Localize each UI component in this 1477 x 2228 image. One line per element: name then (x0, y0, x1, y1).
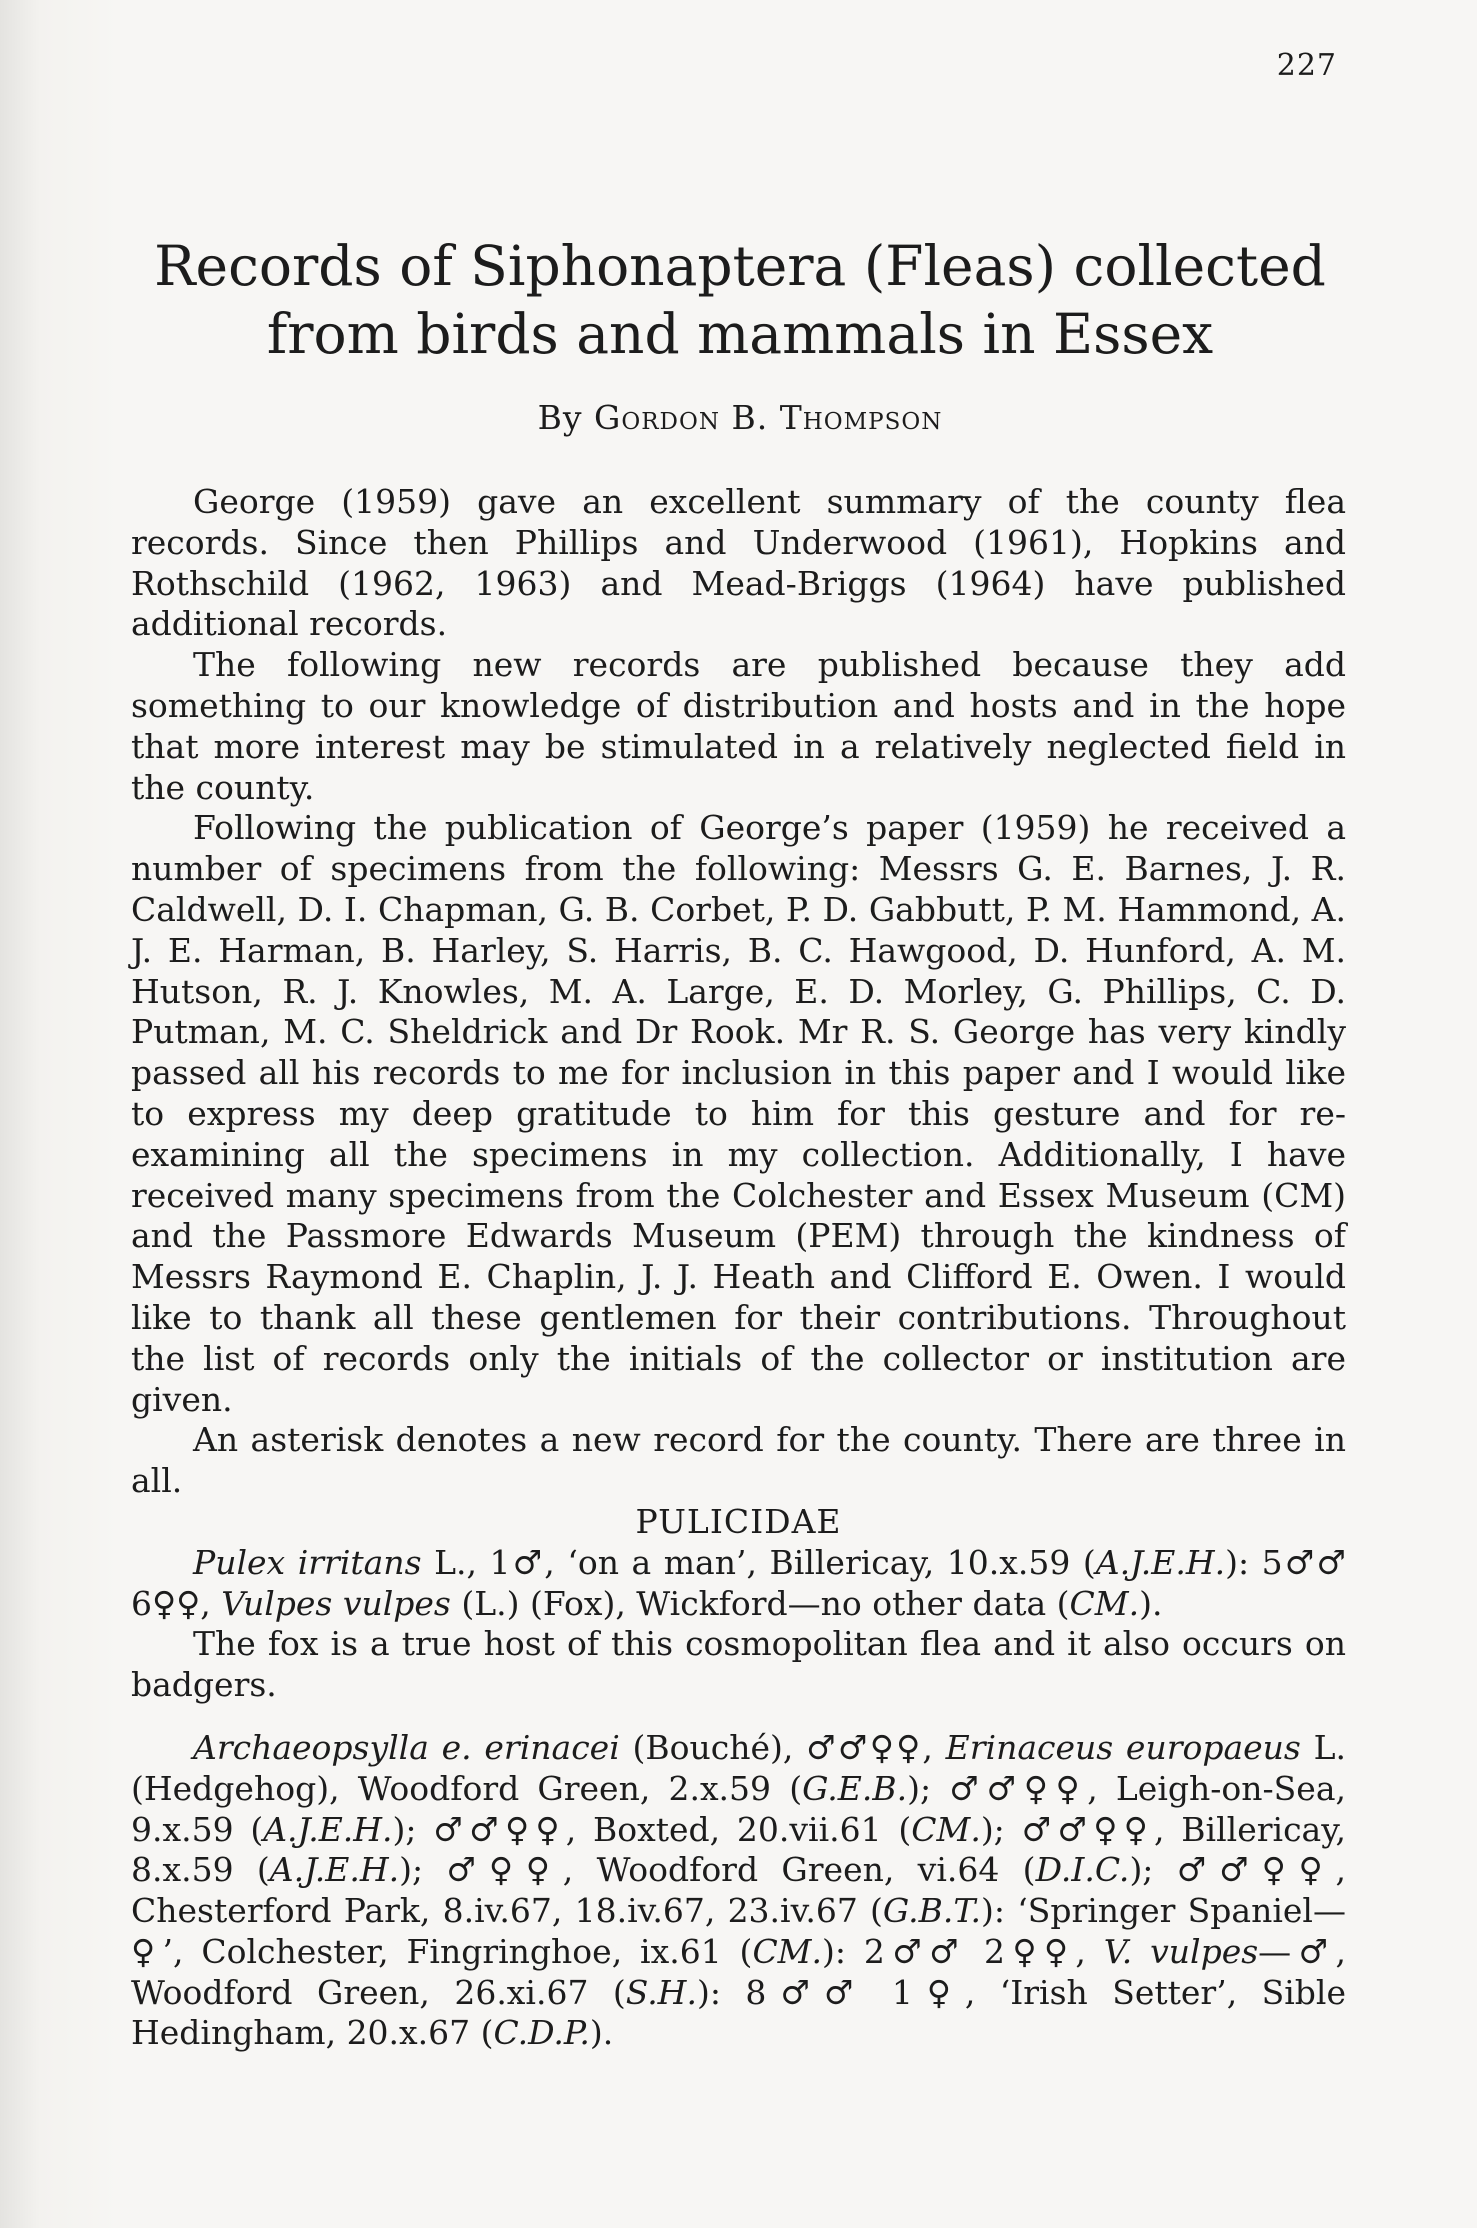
article-body (131, 482, 1346, 2054)
species-name: Pulex irritans (193, 1542, 422, 1582)
collector-initials: D.I.C. (1035, 1850, 1130, 1890)
species-subspecies: erinacei (484, 1727, 620, 1767)
collector-initials: G.E.B. (802, 1768, 908, 1808)
collector-initials: C.D.P. (493, 2013, 590, 2053)
collector-initials: S.H. (625, 1972, 697, 2012)
host-name: V. vulpes (1103, 1931, 1259, 1971)
author-name: Gordon B. Thompson (594, 398, 943, 437)
collector-initials: A.J.E.H. (263, 1809, 393, 1849)
host-name: Erinaceus europaeus (945, 1727, 1301, 1767)
collector-initials: CM. (1069, 1583, 1140, 1623)
section-heading: PULICIDAE (635, 1501, 842, 1541)
host-name: Vulpes vulpes (221, 1583, 451, 1623)
record-pulex-irritans: Pulex irritans L., 1♂, ‘on a man’, Billericay, 10.x.59 (A.J.E.H.): 5♂♂ 6♀♀, Vulpes vulpes (L.) (Fox), Wickford—no other data (CM.). (131, 1542, 1346, 1623)
byline-by: By (537, 398, 583, 437)
species-genus: Archaeopsylla (193, 1727, 429, 1767)
record-note: The fox is a true host of this cosmopolitan flea and it also occurs on badgers. (131, 1624, 1346, 1705)
paragraph-purpose: The following new records are published because they add something to our knowledge of distribution and hosts and in the hope that more interest may be stimulated in a relatively neglected field in the county. (131, 645, 1346, 807)
paragraph-intro: George (1959) gave an excellent summary of the county flea records. Since then Phillips and Underwood (1961), Hopkins and Rothschild (1962, 1963) and Mead-Briggs (1964) have published additional records. (131, 482, 1346, 644)
paragraph-acknowledgements: Following the publication of George’s paper (1959) he received a number of specimens from the following: Messrs G. E. Barnes, J. R. Caldwell, D. I. Chapman, G. B. Corbet, P. D. Gabbutt, P. M. Hammond, A. J. E. Harman, B. Harley, S. Harris, B. C. Hawgood, D. Hunford, A. M. Hutson, R. J. Knowles, M. A. Large, E. D. Morley, G. Phillips, C. D. Putman, M. C. Sheldrick and Dr Rook. Mr R. S. George has very kindly passed all his records to me for inclusion in this paper and I would like to express my deep gratitude to him for this gesture and for re-examining all the specimens in my collection. Additionally, I have received many specimens from the Colchester and Essex Museum (CM) and the Passmore Edwards Museum (PEM) through the kindness of Messrs Raymond E. Chaplin, J. J. Heath and Clifford E. Owen. I would like to thank all these gentlemen for their contributions. Throughout the list of records only the initials of the collector or institution are given. (131, 808, 1346, 1419)
record-archaeopsylla: Archaeopsylla e. erinacei (Bouché), ♂♂♀♀, Erinaceus europaeus L. (Hedgehog), Woodford Green, 2.x.59 (G.E.B.); ♂♂♀♀, Leigh-on-Sea, 9.x.59 (A.J.E.H.); ♂♂♀♀, Boxted, 20.vii.61 (CM.); ♂♂♀♀, Billericay, 8.x.59 (A.J.E.H.); ♂♀♀, Woodford Green, vi.64 (D.I.C.); ♂♂♀♀, Chesterford Park, 8.iv.67, 18.iv.67, 23.iv.67 (G.B.T.): ‘Springer Spaniel—♀’, Colchester, Fingringhoe, ix.61 (CM.): 2♂♂ 2♀♀, V. vulpes—♂, Woodford Green, 26.xi.67 (S.H.): 8♂♂ 1♀, ‘Irish Setter’, Sible Hedingham, 20.x.67 (C.D.P.). (131, 1727, 1347, 2053)
collector-initials: CM. (752, 1931, 822, 1971)
article-title: Records of Siphonaptera (Fleas) collected from birds and mammals in Essex (154, 234, 1326, 366)
collector-initials: CM. (911, 1809, 981, 1849)
collector-initials: A.J.E.H. (269, 1850, 400, 1890)
collector-initials: G.B.T. (882, 1891, 981, 1931)
page-number: 227 (1276, 48, 1337, 83)
species-epithet: e. (441, 1727, 472, 1767)
paragraph-asterisk-note: An asterisk denotes a new record for the county. There are three in all. (131, 1420, 1346, 1501)
byline (130, 398, 1350, 437)
collector-initials: A.J.E.H. (1095, 1542, 1226, 1582)
record-gap (131, 1706, 1346, 1728)
